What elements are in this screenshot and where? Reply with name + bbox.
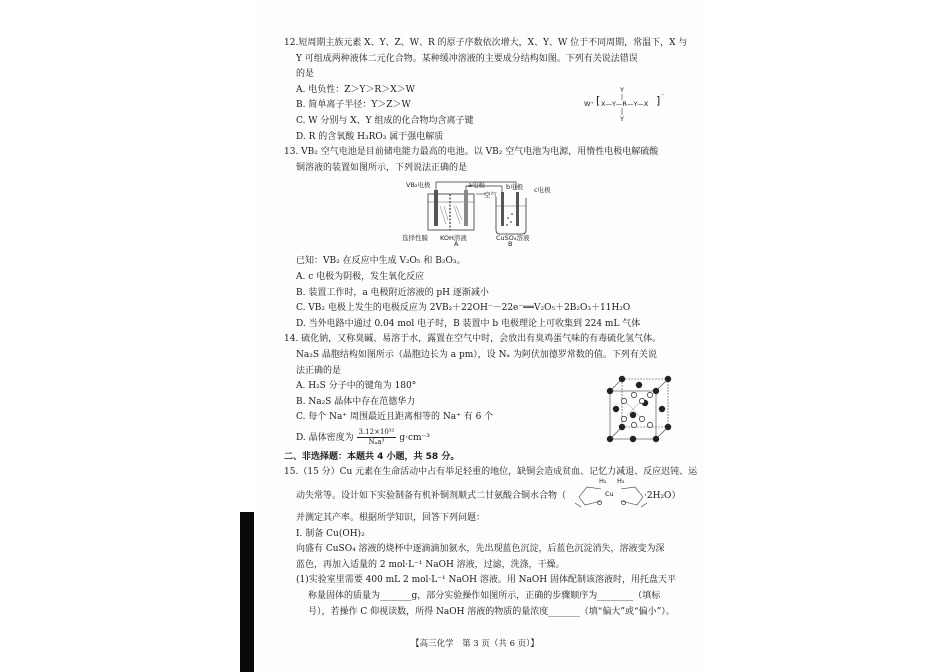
- fraction-denominator: Nₐa³: [368, 437, 385, 446]
- label-device-b: B: [508, 240, 513, 248]
- q15-para: 蓝色，再加入适量的 2 mol·L⁻¹ NaOH 溶液，过滤，洗涤，干燥。: [296, 559, 565, 570]
- label-air: 空气: [484, 191, 497, 199]
- electrolysis-apparatus-figure: [398, 180, 588, 246]
- structure-cation: W⁺: [584, 100, 594, 108]
- q15-line: 15.（15 分）Cu 元素在生命活动中占有举足轻重的地位，缺铜会造成贫血、记忆力减退、反应迟钝、运: [284, 467, 698, 478]
- q14-stem: 法正确的是: [296, 365, 342, 376]
- complex-nh2-label: H₂: [599, 477, 607, 485]
- q14-stem: Na₂S 晶胞结构如图所示（晶胞边长为 a pm），设 Nₐ 为阿伏加德罗常数的值。下列有关说: [296, 349, 657, 360]
- complex-o-label: O: [621, 499, 627, 507]
- label-membrane: 选择性膜: [402, 234, 428, 242]
- q12-option-a: A. 电负性：Z＞Y＞R＞X＞W: [296, 84, 415, 95]
- label-c-electrode: c电极: [534, 186, 551, 194]
- q15-part1: Ⅰ. 制备 Cu(OH)₂: [296, 528, 365, 539]
- q13-option-c: C. VB₂ 电极上发生的电极反应为 2VB₂＋22OH⁻－22e⁻══V₂O₅＋2B₂O₃＋11H₂O: [296, 303, 631, 314]
- label-a-electrode: a电极: [468, 181, 485, 189]
- fraction-numerator: 3.12×10³²: [358, 427, 395, 436]
- q14-d-prefix: D. 晶体密度为: [296, 432, 354, 443]
- q14-option-b: B. Na₂S 晶体中存在范德华力: [296, 396, 416, 407]
- q13-stem: 铜溶液的装置如图所示，下列说法正确的是: [296, 162, 468, 173]
- q15-sub1: (1)实验室里需要 400 mL 2 mol·L⁻¹ NaOH 溶液。用 NaOH 固体配制该溶液时，用托盘天平: [296, 575, 677, 586]
- page-footer: 【高三化学 第 3 页（共 6 页）】: [411, 639, 539, 649]
- density-fraction: [357, 428, 397, 447]
- structure-top-atom: Y: [620, 86, 624, 94]
- q14-option-a: A. H₂S 分子中的键角为 180°: [296, 381, 417, 392]
- q15-line2-end: ·2H₂O）: [644, 491, 681, 502]
- label-koh: KOH溶液: [440, 234, 467, 242]
- q12-option-d: D. R 的含氧酸 H₃RO₃ 属于强电解质: [296, 131, 444, 142]
- q12-stem: Y 可组成两种液体二元化合物。某种缓冲溶液的主要成分结构如图。下列有关说法错误: [296, 53, 638, 64]
- q13-option-b: B. 装置工作时，a 电极附近溶液的 pH 逐渐减小: [296, 287, 489, 298]
- buffer-structure-figure: Y W⁺ [ X—Y—R—Y—X ] ⁻ Y: [584, 86, 684, 146]
- q13-known: 已知：VB₂ 在反应中生成 V₂O₅ 和 B₂O₃。: [296, 256, 466, 267]
- q15-sub1: 称量固体的质量为_______g，部分实验操作如图所示，正确的步骤顺序为________（填标: [308, 591, 661, 602]
- label-b-electrode: b电极: [506, 183, 524, 191]
- q13-option-d: D. 当外电路中通过 0.04 mol 电子时，B 装置中 b 电极理论上可收集到 224 mL 气体: [296, 318, 641, 329]
- na2s-unit-cell-figure: [604, 375, 672, 445]
- q15-para: 向盛有 CuSO₄ 溶液的烧杯中逐滴滴加氨水，先出现蓝色沉淀，后蓝色沉淀消失，溶液变为深: [296, 544, 665, 555]
- label-cuso4: CuSO₄溶液: [496, 234, 530, 242]
- q13-option-a: A. c 电极为阴极，发生氧化反应: [296, 271, 425, 282]
- unit-cell-drawing: [604, 375, 672, 445]
- q15-line2: 动失常等。设计如下实验制备有机补铜剂顺式二甘氨酸合铜水合物（: [296, 491, 567, 502]
- complex-cu-label: Cu: [605, 490, 614, 498]
- complex-o-label: O: [597, 499, 603, 507]
- label-vb2-electrode: VB₂电极: [406, 181, 431, 189]
- structure-bottom-atom: Y: [620, 115, 624, 123]
- section-heading: 二、非选择题：本题共 4 小题，共 58 分。: [284, 451, 460, 462]
- copper-glycinate-structure: [571, 477, 651, 513]
- q15-line: 并测定其产率。根据所学知识，回答下列问题：: [296, 513, 486, 524]
- q13-stem: 13. VB₂ 空气电池是目前储电能力最高的电池。以 VB₂ 空气电池为电源，用惰性电极电解硫酸: [284, 147, 659, 158]
- label-device-a: A: [454, 240, 459, 248]
- complex-nh2-label: H₂: [617, 477, 625, 485]
- q12-option-c: C. W 分别与 X、Y 组成的化合物均含离子键: [296, 115, 474, 126]
- q12-stem: 12.短周期主族元素 X、Y、Z、W、R 的原子序数依次增大，X、Y、W 位于不同周期，常温下，X 与: [284, 38, 688, 48]
- q12-stem: 的是: [296, 69, 315, 80]
- q14-d-unit: g·cm⁻³: [399, 432, 430, 443]
- structure-bonds: [584, 86, 684, 131]
- q15-sub1: 号），若操作 C 仰视读数，所得 NaOH 溶液的物质的量浓度_______（填“偏大”或“偏小”）。: [308, 606, 675, 617]
- structure-chain: X—Y—R—Y—X: [601, 100, 649, 108]
- structure-charge: ⁻: [661, 92, 665, 100]
- q12-option-b: B. 简单离子半径：Y＞Z＞W: [296, 100, 411, 111]
- q14-option-c: C. 每个 Na⁺ 周围最近且距离相等的 Na⁺ 有 6 个: [296, 412, 494, 423]
- q14-stem: 14. 硫化钠，又称臭碱、易溶于水，露置在空气中时，会放出有臭鸡蛋气味的有毒硫化氢气体。: [284, 334, 662, 345]
